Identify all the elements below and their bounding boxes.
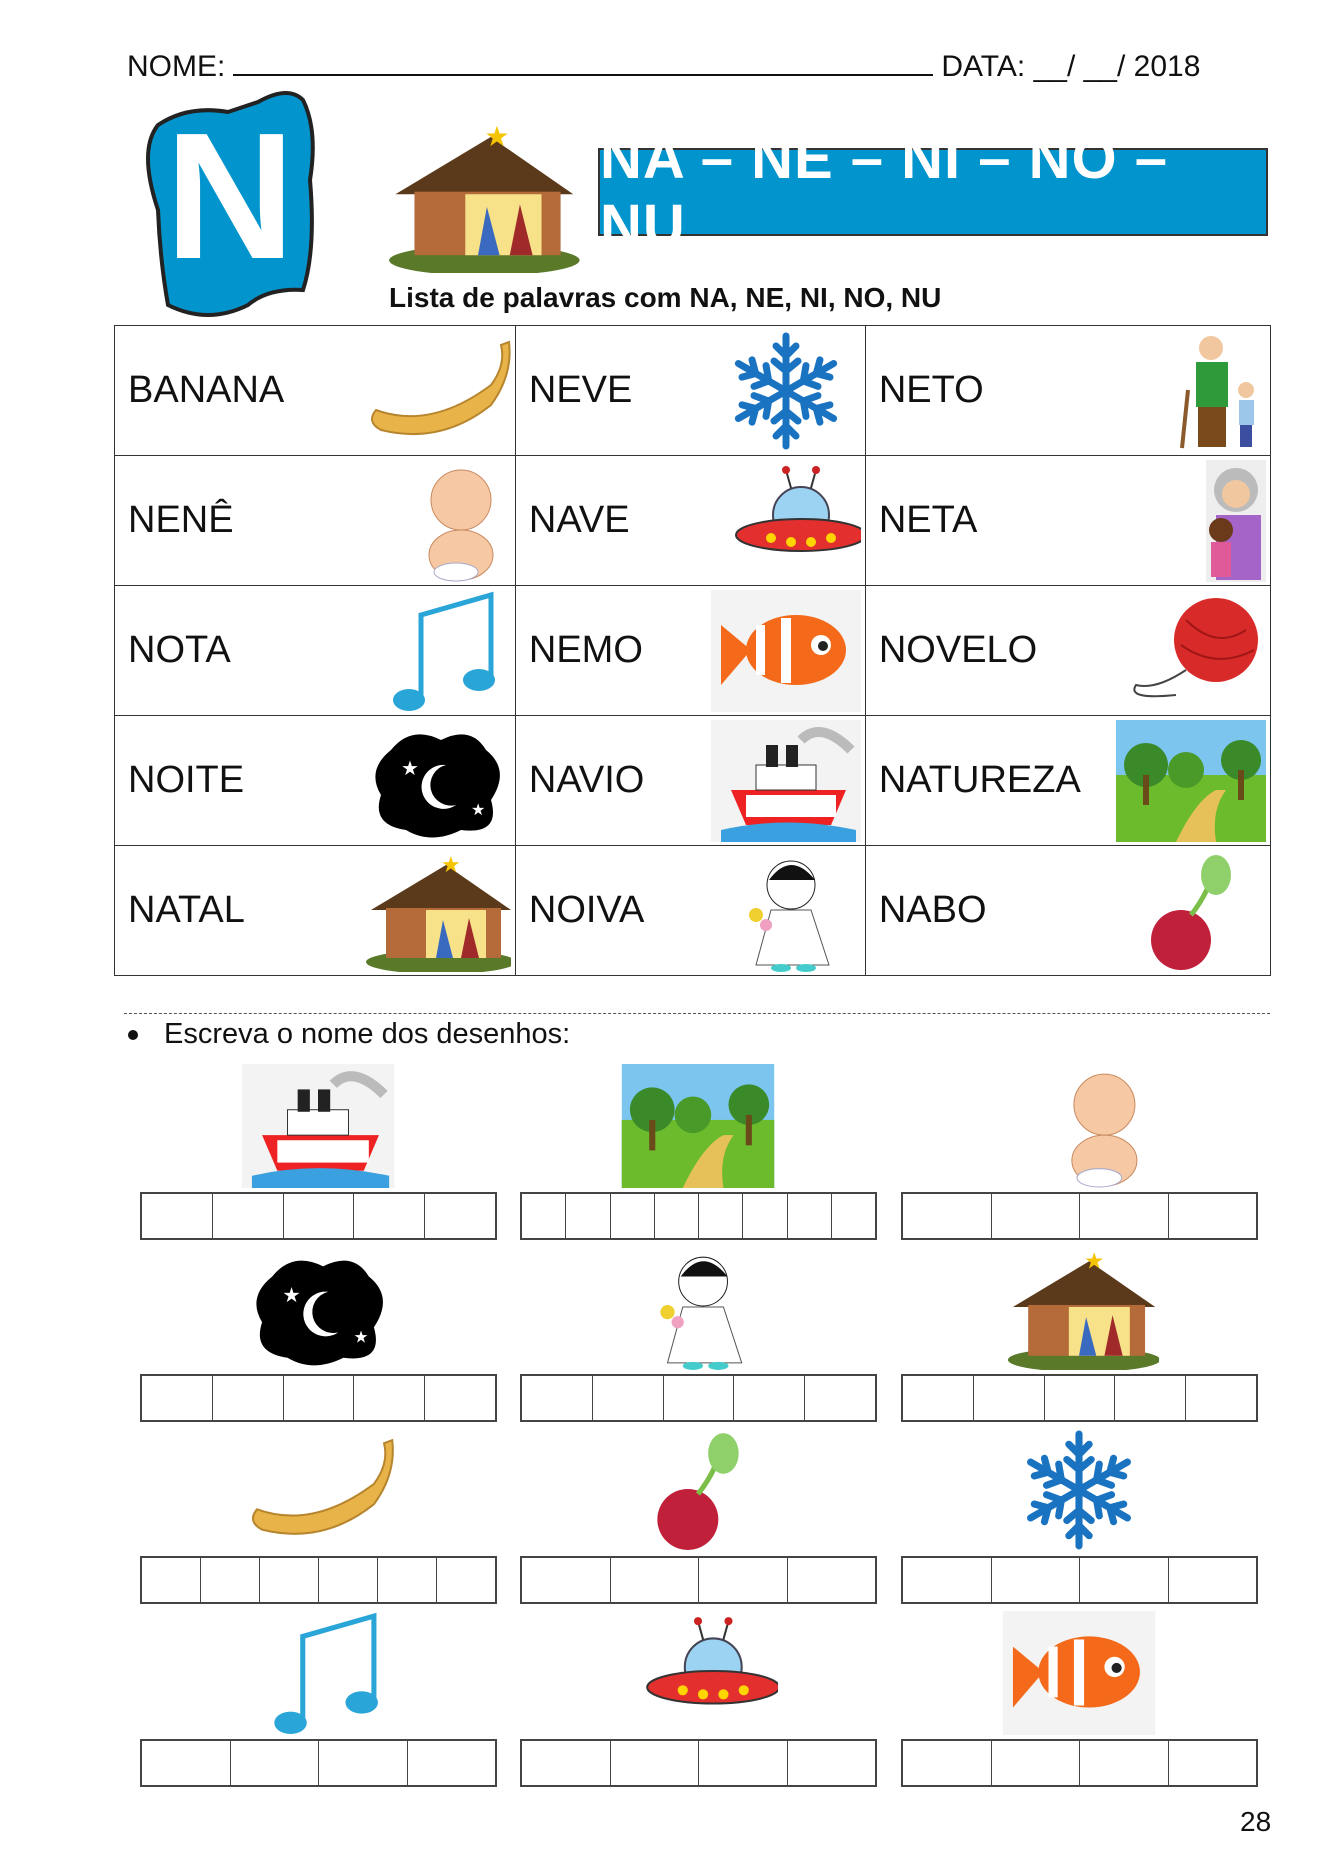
landscape-image bbox=[618, 1064, 778, 1188]
banana-image bbox=[361, 330, 511, 452]
letter-boxes bbox=[520, 1374, 877, 1422]
word-cell bbox=[515, 586, 865, 716]
letter-boxes bbox=[140, 1556, 497, 1604]
svg-text:★: ★ bbox=[353, 1328, 369, 1347]
letter-box[interactable] bbox=[1080, 1558, 1169, 1602]
word-label: BANANA bbox=[128, 369, 285, 411]
letter-box[interactable] bbox=[1169, 1558, 1257, 1602]
bullet-icon bbox=[128, 1030, 138, 1040]
letter-box[interactable] bbox=[734, 1376, 805, 1420]
svg-text:★: ★ bbox=[440, 852, 461, 877]
name-field[interactable] bbox=[233, 50, 933, 76]
fish-image bbox=[711, 590, 861, 712]
divider bbox=[124, 1013, 1270, 1014]
word-table bbox=[114, 325, 1271, 976]
letter-boxes bbox=[520, 1192, 877, 1240]
subtitle: Lista de palavras com NA, NE, NI, NO, NU bbox=[389, 282, 942, 313]
instruction bbox=[128, 1018, 570, 1051]
svg-text:★: ★ bbox=[282, 1284, 301, 1307]
letter-boxes bbox=[901, 1739, 1258, 1787]
letter-box[interactable] bbox=[1080, 1741, 1169, 1785]
ufo-image bbox=[711, 460, 861, 582]
baby-image bbox=[361, 460, 511, 582]
letter-box[interactable] bbox=[903, 1376, 974, 1420]
table-row bbox=[115, 716, 1271, 846]
word-label: NENÊ bbox=[128, 499, 234, 541]
letter-box[interactable] bbox=[903, 1194, 992, 1238]
letter-box[interactable] bbox=[231, 1741, 320, 1785]
page-number: 28 bbox=[1240, 1806, 1272, 1837]
word-label: NAVE bbox=[528, 499, 630, 541]
letter-boxes bbox=[901, 1556, 1258, 1604]
svg-text:★: ★ bbox=[484, 120, 510, 152]
letter-boxes bbox=[140, 1739, 497, 1787]
letter-box[interactable] bbox=[142, 1741, 231, 1785]
letter-box[interactable] bbox=[1045, 1376, 1116, 1420]
letter-box[interactable] bbox=[1169, 1741, 1257, 1785]
letter-boxes bbox=[901, 1192, 1258, 1240]
letter-box[interactable] bbox=[593, 1376, 664, 1420]
word-cell bbox=[115, 456, 516, 586]
grandpa-image bbox=[1116, 330, 1266, 452]
letter-box[interactable] bbox=[213, 1376, 284, 1420]
word-label: NOIVA bbox=[528, 889, 645, 931]
note-image bbox=[361, 590, 511, 712]
night-image bbox=[238, 1246, 398, 1370]
word-label: NEVE bbox=[528, 369, 633, 411]
instruction-text: Escreva o nome dos desenhos: bbox=[164, 1018, 571, 1050]
letter-box[interactable] bbox=[992, 1741, 1081, 1785]
letter-box[interactable] bbox=[142, 1194, 213, 1238]
name-date-line bbox=[127, 50, 1200, 84]
word-label: NAVIO bbox=[528, 759, 645, 801]
word-label: NOVELO bbox=[878, 629, 1038, 671]
letter-box[interactable] bbox=[142, 1376, 213, 1420]
letter-box[interactable] bbox=[378, 1558, 437, 1602]
night-image bbox=[361, 720, 511, 842]
letter-box[interactable] bbox=[425, 1376, 495, 1420]
letter-box[interactable] bbox=[788, 1558, 876, 1602]
ship-image bbox=[711, 720, 861, 842]
word-label: NETA bbox=[878, 499, 978, 541]
letter-box[interactable] bbox=[1115, 1376, 1186, 1420]
note-image bbox=[238, 1611, 398, 1735]
letter-box[interactable] bbox=[425, 1194, 495, 1238]
letter-box[interactable] bbox=[284, 1376, 355, 1420]
letter-box[interactable] bbox=[788, 1194, 832, 1238]
word-label: NATAL bbox=[128, 889, 245, 931]
letter-box[interactable] bbox=[1080, 1194, 1169, 1238]
nativity-image bbox=[361, 850, 511, 972]
letter-box[interactable] bbox=[284, 1194, 355, 1238]
word-cell bbox=[865, 456, 1270, 586]
letter-box[interactable] bbox=[974, 1376, 1045, 1420]
letter-box[interactable] bbox=[903, 1558, 992, 1602]
word-cell bbox=[865, 846, 1270, 976]
letter-box[interactable] bbox=[832, 1194, 875, 1238]
radish-image bbox=[618, 1428, 778, 1552]
letter-boxes bbox=[140, 1192, 497, 1240]
letter-box[interactable] bbox=[611, 1558, 700, 1602]
letter-box[interactable] bbox=[992, 1558, 1081, 1602]
letter-box[interactable] bbox=[566, 1194, 610, 1238]
word-cell bbox=[865, 586, 1270, 716]
word-label: NOITE bbox=[128, 759, 245, 801]
table-row bbox=[115, 456, 1271, 586]
letter-box[interactable] bbox=[611, 1194, 655, 1238]
word-cell bbox=[515, 846, 865, 976]
bride-image bbox=[711, 850, 861, 972]
yarn-image bbox=[1116, 590, 1266, 712]
letter-box[interactable] bbox=[522, 1376, 593, 1420]
snowflake-image bbox=[999, 1428, 1159, 1552]
nativity-image bbox=[367, 118, 589, 273]
letter-box[interactable] bbox=[699, 1194, 743, 1238]
word-label: NETO bbox=[878, 369, 984, 411]
letter-box[interactable] bbox=[522, 1741, 611, 1785]
ship-image bbox=[238, 1064, 398, 1188]
word-cell bbox=[115, 846, 516, 976]
letter-box[interactable] bbox=[354, 1194, 425, 1238]
svg-text:★: ★ bbox=[400, 758, 419, 780]
letter-boxes bbox=[901, 1374, 1258, 1422]
baby-image bbox=[999, 1064, 1159, 1188]
letter-box[interactable] bbox=[522, 1558, 611, 1602]
word-label: NOTA bbox=[128, 629, 231, 671]
letter-box[interactable] bbox=[522, 1194, 566, 1238]
grandma-image bbox=[1116, 460, 1266, 582]
letter-box[interactable] bbox=[788, 1741, 876, 1785]
letter-box[interactable] bbox=[805, 1376, 875, 1420]
word-cell bbox=[115, 716, 516, 846]
letter-box[interactable] bbox=[260, 1558, 319, 1602]
letter-box[interactable] bbox=[655, 1194, 699, 1238]
word-label: NABO bbox=[878, 889, 987, 931]
letter-boxes bbox=[140, 1374, 497, 1422]
syllables-title: NA – NE – NI – NO – NU bbox=[598, 148, 1268, 236]
table-row bbox=[115, 326, 1271, 456]
word-cell bbox=[115, 326, 516, 456]
letter-box[interactable] bbox=[354, 1376, 425, 1420]
letter-box[interactable] bbox=[319, 1558, 378, 1602]
letter-box[interactable] bbox=[319, 1741, 408, 1785]
word-cell bbox=[865, 716, 1270, 846]
letter-box[interactable] bbox=[437, 1558, 495, 1602]
letter-box[interactable] bbox=[903, 1741, 992, 1785]
letter-n-logo bbox=[138, 90, 363, 320]
letter-box[interactable] bbox=[1186, 1376, 1256, 1420]
word-cell bbox=[115, 586, 516, 716]
letter-boxes bbox=[520, 1556, 877, 1604]
letter-boxes bbox=[520, 1739, 877, 1787]
svg-text:★: ★ bbox=[470, 802, 486, 819]
word-cell bbox=[865, 326, 1270, 456]
date-label: DATA: __/ __/ 2018 bbox=[941, 50, 1201, 83]
letter-box[interactable] bbox=[699, 1558, 788, 1602]
ufo-image bbox=[618, 1611, 778, 1735]
letter-box[interactable] bbox=[743, 1194, 787, 1238]
landscape-image bbox=[1116, 720, 1266, 842]
nativity-image bbox=[999, 1246, 1159, 1370]
svg-text:N: N bbox=[165, 96, 295, 297]
letter-box[interactable] bbox=[142, 1558, 201, 1602]
letter-box[interactable] bbox=[1169, 1194, 1257, 1238]
banana-image bbox=[238, 1428, 398, 1552]
bride-image bbox=[618, 1246, 778, 1370]
table-row bbox=[115, 586, 1271, 716]
name-label: NOME: bbox=[127, 50, 226, 83]
snowflake-image bbox=[711, 330, 861, 452]
word-label: NATUREZA bbox=[878, 759, 1081, 801]
word-label: NEMO bbox=[528, 629, 643, 671]
letter-box[interactable] bbox=[611, 1741, 700, 1785]
letter-box[interactable] bbox=[408, 1741, 496, 1785]
table-row bbox=[115, 846, 1271, 976]
svg-text:★: ★ bbox=[1084, 1248, 1105, 1274]
letter-box[interactable] bbox=[213, 1194, 284, 1238]
letter-box[interactable] bbox=[664, 1376, 735, 1420]
letter-box[interactable] bbox=[992, 1194, 1081, 1238]
word-cell bbox=[515, 456, 865, 586]
letter-box[interactable] bbox=[699, 1741, 788, 1785]
word-cell bbox=[515, 716, 865, 846]
letter-box[interactable] bbox=[201, 1558, 260, 1602]
word-cell bbox=[515, 326, 865, 456]
radish-image bbox=[1116, 850, 1266, 972]
fish-image bbox=[999, 1611, 1159, 1735]
